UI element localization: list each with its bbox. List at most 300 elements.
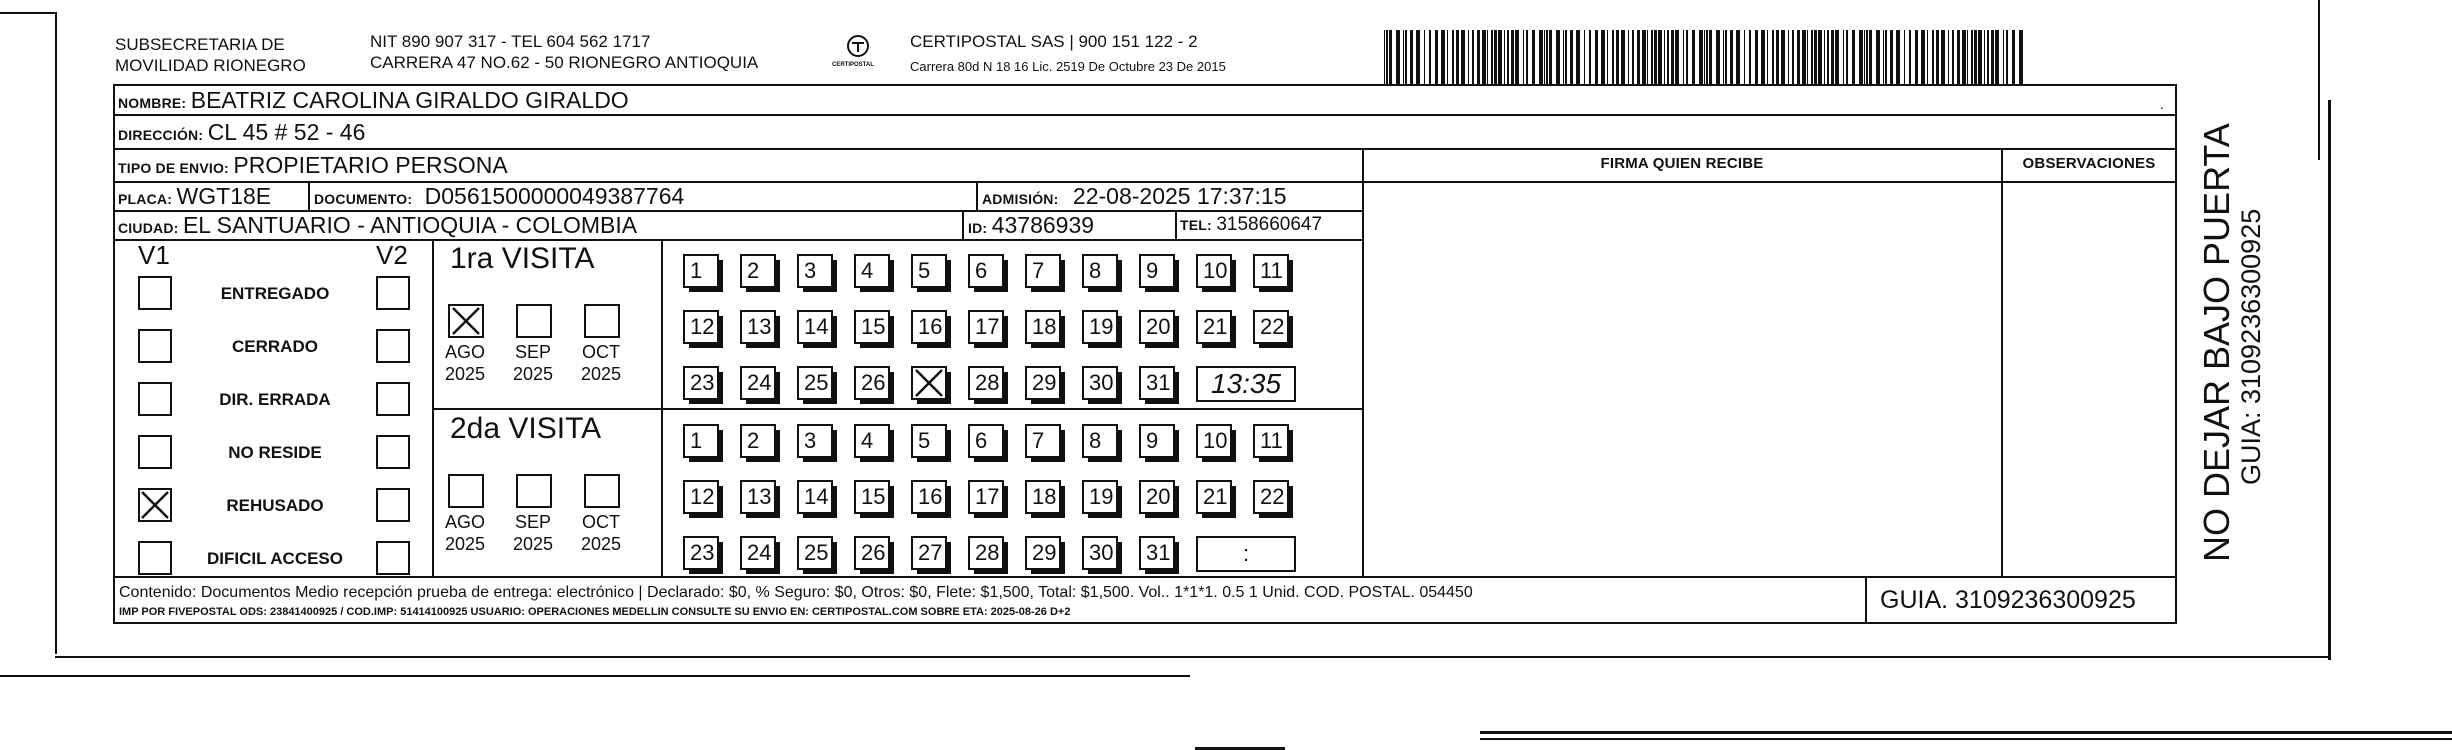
barcode-bar	[1584, 30, 1585, 84]
admision-row	[982, 183, 1287, 213]
barcode-bar	[1869, 30, 1872, 84]
barcode-bar	[1435, 30, 1438, 84]
barcode-bar	[1995, 30, 1999, 84]
tipo-value: PROPIETARIO PERSONA	[233, 152, 508, 178]
barcode-bar	[1967, 30, 1968, 84]
barcode-bar	[1642, 30, 1646, 84]
barcode-bar	[1978, 30, 1982, 84]
day-box[interactable]: 17	[968, 480, 1004, 514]
visit-months-divider	[432, 408, 1362, 410]
barcode-bar	[1781, 30, 1785, 84]
day-box[interactable]: 10	[1196, 424, 1232, 458]
barcode-bar	[1807, 30, 1808, 84]
barcode-bar	[1699, 30, 1703, 84]
form-right-line	[2175, 84, 2177, 624]
month-year: 2025	[512, 534, 554, 554]
obs-left-line	[2001, 148, 2003, 576]
placa-doc-divider	[308, 181, 310, 211]
barcode-bar	[1744, 30, 1745, 84]
barcode-bar	[1725, 30, 1727, 84]
documento-value: D0561500000049387764	[424, 183, 685, 209]
barcode-bar	[1776, 30, 1779, 84]
barcode-bar	[1511, 30, 1514, 84]
barcode-bar	[1686, 30, 1688, 84]
day-box[interactable]: 16	[911, 310, 947, 344]
side-warning: NO DEJAR BAJO PUERTA	[2196, 123, 2237, 562]
barcode-bar	[1539, 30, 1543, 84]
v1-label: V1	[138, 240, 170, 270]
tel-label: TEL:	[1180, 217, 1212, 233]
day-box[interactable]: 27	[911, 536, 947, 570]
month-year: 2025	[444, 364, 486, 384]
day-box[interactable]: 21	[1196, 480, 1232, 514]
v1-checkbox[interactable]	[138, 435, 172, 469]
barcode-bar	[1654, 30, 1657, 84]
barcode-bar	[1755, 30, 1758, 84]
day-box[interactable]: 6	[968, 254, 1004, 288]
day-box[interactable]: 14	[797, 310, 833, 344]
barcode-bar	[1601, 30, 1605, 84]
barcode-bar	[1704, 30, 1705, 84]
tipo-label: TIPO DE ENVIO:	[118, 160, 229, 176]
barcode-bar	[1827, 30, 1829, 84]
barcode-bar	[1549, 30, 1552, 84]
day-box[interactable]: 22	[1253, 480, 1289, 514]
month-label: AGO	[444, 512, 485, 532]
month-label: SEP	[514, 512, 552, 532]
v2-checkbox[interactable]	[376, 382, 410, 416]
visit-title: 2da VISITA	[450, 412, 602, 445]
barcode-bar	[1683, 30, 1684, 84]
barcode-bar	[2006, 30, 2008, 84]
barcode-bar	[1651, 30, 1653, 84]
barcode-bar	[1852, 30, 1855, 84]
doc-admision-divider	[976, 181, 978, 211]
barcode-bar	[1788, 30, 1789, 84]
page-bottom-right-line-2	[1480, 738, 2452, 740]
frame-left-line	[55, 12, 57, 654]
barcode-bar	[1416, 30, 1420, 84]
barcode-bar	[1957, 30, 1960, 84]
barcode-bar	[1730, 30, 1733, 84]
nit-line: NIT 890 907 317 - TEL 604 562 1717	[370, 32, 651, 51]
day-box[interactable]: 19	[1082, 480, 1118, 514]
barcode-bar	[1556, 30, 1560, 84]
day-box[interactable]: 29	[1025, 366, 1061, 400]
barcode-bar	[1814, 30, 1817, 84]
observaciones-label: OBSERVACIONES	[2022, 155, 2156, 172]
barcode-bar	[1767, 30, 1768, 84]
month-checkbox[interactable]	[516, 474, 552, 508]
barcode-bar	[1389, 30, 1392, 84]
barcode-bar	[1941, 30, 1945, 84]
barcode-bar	[1885, 30, 1887, 84]
barcode-bar	[1843, 30, 1844, 84]
barcode-bar	[1523, 30, 1524, 84]
barcode-bar	[1607, 30, 1608, 84]
v2-checkbox[interactable]	[376, 329, 410, 363]
company-line: CERTIPOSTAL SAS | 900 151 122 - 2	[910, 32, 1198, 51]
day-box[interactable]: 1	[683, 254, 719, 288]
month-label: OCT	[582, 342, 620, 362]
placa-value: WGT18E	[176, 183, 272, 209]
day-box[interactable]: 24	[740, 366, 776, 400]
v1-checkbox[interactable]	[138, 382, 172, 416]
nombre-dot: .	[2160, 96, 2164, 112]
day-box[interactable]: 20	[1139, 310, 1175, 344]
day-box[interactable]: 15	[854, 310, 890, 344]
row2-line	[113, 148, 2177, 150]
month-year: 2025	[512, 364, 554, 384]
v2-checkbox[interactable]	[376, 276, 410, 310]
time-value: :	[1242, 541, 1250, 566]
barcode-bar	[1403, 30, 1404, 84]
barcode-bar	[1532, 30, 1535, 84]
nombre-value: BEATRIZ CAROLINA GIRALDO GIRALDO	[190, 87, 629, 113]
barcode-bar	[1386, 30, 1388, 84]
barcode-bar	[1936, 30, 1939, 84]
barcode-bar	[1429, 30, 1431, 84]
barcode-bar	[1802, 30, 1806, 84]
month-label: SEP	[514, 342, 552, 362]
barcode-bar	[1456, 30, 1459, 84]
id-label: ID:	[968, 220, 988, 236]
barcode-bar	[1962, 30, 1966, 84]
barcode-bar	[1984, 30, 1985, 84]
day-box[interactable]: 11	[1253, 254, 1289, 288]
barcode-bar	[1927, 30, 1928, 84]
day-box[interactable]: 25	[797, 366, 833, 400]
time-box[interactable]	[1196, 536, 1296, 572]
placa-row	[118, 183, 271, 213]
barcode-bar	[1716, 30, 1720, 84]
barcode-bar	[1482, 30, 1486, 84]
barcode-bar	[1595, 30, 1598, 84]
barcode-bar	[1921, 30, 1925, 84]
id-row	[968, 212, 1094, 242]
barcode-bar	[1621, 30, 1625, 84]
month-checkbox[interactable]	[584, 304, 620, 338]
barcode-bar	[1896, 30, 1900, 84]
barcode-bar	[1658, 30, 1662, 84]
logo-text: CERTIPOSTAL	[832, 62, 874, 68]
visit-title: 1ra VISITA	[450, 242, 595, 275]
admision-label: ADMISIÓN:	[982, 191, 1059, 207]
barcode-bar	[1675, 30, 1679, 84]
frame-top-left-line	[0, 12, 56, 14]
form-bottom-line	[113, 622, 2177, 624]
day-box[interactable]: 4	[854, 254, 890, 288]
barcode-bar	[1723, 30, 1724, 84]
barcode-bar	[1864, 30, 1865, 84]
barcode-bar	[1424, 30, 1425, 84]
day-box[interactable]: 30	[1082, 366, 1118, 400]
ciudad-row	[118, 212, 637, 242]
barcode-bar	[1637, 30, 1640, 84]
month-checkbox[interactable]	[584, 474, 620, 508]
barcode-bar	[1818, 30, 1822, 84]
barcode-bar	[1952, 30, 1954, 84]
day-box[interactable]: 2	[740, 254, 776, 288]
barcode-bar	[1706, 30, 1708, 84]
month-checkbox[interactable]	[448, 304, 484, 338]
address-line: CARRERA 47 NO.62 - 50 RIONEGRO ANTIOQUIA	[370, 53, 759, 72]
month-label: AGO	[444, 342, 485, 362]
documento-row	[314, 183, 684, 213]
day-box[interactable]: 4	[854, 424, 890, 458]
month-year: 2025	[580, 364, 622, 384]
barcode-bar	[1472, 30, 1474, 84]
day-box[interactable]: 28	[968, 536, 1004, 570]
barcode-bar	[2019, 30, 2023, 84]
ciudad-label: CIUDAD:	[118, 220, 179, 236]
barcode	[1384, 30, 2024, 84]
barcode-bar	[1498, 30, 1502, 84]
tel-value: 3158660647	[1216, 214, 1323, 235]
documento-label: DOCUMENTO:	[314, 191, 413, 207]
v1-checkbox[interactable]	[138, 541, 172, 575]
form-left-line	[113, 84, 115, 624]
barcode-bar	[1526, 30, 1528, 84]
barcode-bar	[1811, 30, 1813, 84]
day-box[interactable]: 7	[1025, 424, 1061, 458]
day-box[interactable]: 30	[1082, 536, 1118, 570]
barcode-bar	[1384, 30, 1385, 84]
barcode-bar	[1761, 30, 1765, 84]
status-label: DIR. ERRADA	[219, 390, 331, 409]
v1-checkbox[interactable]	[138, 329, 172, 363]
day-box[interactable]: 6	[968, 424, 1004, 458]
barcode-bar	[1671, 30, 1674, 84]
day-box[interactable]: 1	[683, 424, 719, 458]
status-label: NO RESIDE	[228, 443, 322, 462]
side-guia: GUIA: 3109236300925	[2236, 208, 2266, 485]
tipo-row	[118, 151, 508, 183]
certipostal-logo-icon	[834, 30, 882, 76]
day-box[interactable]: 17	[968, 310, 1004, 344]
barcode-bar	[1948, 30, 1949, 84]
barcode-bar	[1616, 30, 1619, 84]
day-box[interactable]: 5	[911, 254, 947, 288]
barcode-bar	[1772, 30, 1774, 84]
day-box[interactable]: 29	[1025, 536, 1061, 570]
day-box[interactable]: 26	[854, 536, 890, 570]
time-box[interactable]	[1196, 366, 1296, 402]
footer-line2: IMP POR FIVEPOSTAL ODS: 23841400925 / COD.IMP: 51414100925 USUARIO: OPERACIONES MEDELLIN CONSULTE SU ENVIO EN: CERTIPOSTAL.COM SOBRE ETA: 2025-08-26 D+2	[119, 606, 1071, 618]
barcode-bar	[1749, 30, 1751, 84]
barcode-bar	[1612, 30, 1614, 84]
firma-header-line	[1362, 181, 2177, 183]
v2-checkbox[interactable]	[376, 488, 410, 522]
barcode-bar	[1441, 30, 1445, 84]
license-line: Carrera 80d N 18 16 Lic. 2519 De Octubre 23 De 2015	[910, 59, 1226, 74]
barcode-bar	[1915, 30, 1918, 84]
barcode-bar	[1628, 30, 1629, 84]
day-box[interactable]: 8	[1082, 254, 1118, 288]
barcode-bar	[1883, 30, 1884, 84]
nombre-row	[118, 86, 629, 118]
day-box[interactable]: 31	[1139, 366, 1175, 400]
barcode-bar	[1507, 30, 1509, 84]
frame-bottom-line	[55, 656, 2330, 658]
barcode-bar	[1866, 30, 1868, 84]
entity-line2: MOVILIDAD RIONEGRO	[115, 56, 306, 75]
entity-contact	[370, 31, 758, 73]
barcode-bar	[1664, 30, 1665, 84]
barcode-bar	[1452, 30, 1454, 84]
barcode-bar	[1491, 30, 1493, 84]
barcode-bar	[1859, 30, 1863, 84]
day-box[interactable]: 12	[683, 480, 719, 514]
barcode-bar	[1835, 30, 1839, 84]
v1-checkbox[interactable]	[138, 488, 172, 522]
v1-checkbox[interactable]	[138, 276, 172, 310]
status-label: DIFICIL ACCESO	[206, 549, 343, 568]
footer-guia: GUIA. 3109236300925	[1880, 586, 2136, 614]
barcode-bar	[1932, 30, 1934, 84]
barcode-bar	[1667, 30, 1669, 84]
day-box[interactable]: 23	[683, 366, 719, 400]
check-x-icon	[140, 490, 170, 520]
barcode-bar	[1991, 30, 1994, 84]
barcode-bar	[1494, 30, 1497, 84]
barcode-bar	[1546, 30, 1548, 84]
barcode-bar	[2003, 30, 2004, 84]
status-label: CERRADO	[232, 337, 318, 356]
month-checkbox[interactable]	[448, 474, 484, 508]
footer-line1: Contenido: Documentos Medio recepción prueba de entrega: electrónico | Declarado: $0, % Seguro: $0, Otros: $0, Flete: $1,500, Total: $1,500. Vol.. 1*1*1. 0.5 1 Unid. COD. POSTAL. 054450	[119, 584, 1473, 601]
barcode-bar	[1797, 30, 1800, 84]
day-box[interactable]: 3	[797, 424, 833, 458]
day-box[interactable]: 31	[1139, 536, 1175, 570]
barcode-bar	[1709, 30, 1712, 84]
day-box[interactable]: 14	[797, 480, 833, 514]
id-tel-divider	[1175, 210, 1177, 240]
day-x-icon	[913, 368, 945, 398]
day-box[interactable]: 2	[740, 424, 776, 458]
barcode-bar	[1515, 30, 1519, 84]
barcode-bar	[1461, 30, 1465, 84]
barcode-bar	[1396, 30, 1400, 84]
day-box[interactable]: 9	[1139, 424, 1175, 458]
month-label: OCT	[582, 512, 620, 532]
placa-label: PLACA:	[118, 191, 173, 207]
day-box[interactable]: 18	[1025, 310, 1061, 344]
admision-value: 22-08-2025 17:37:15	[1072, 183, 1287, 209]
firma-label: FIRMA QUIEN RECIBE	[1600, 155, 1764, 172]
barcode-bar	[1987, 30, 1989, 84]
day-box[interactable]: 9	[1139, 254, 1175, 288]
day-box[interactable]: 10	[1196, 254, 1232, 288]
barcode-bar	[2012, 30, 2015, 84]
barcode-bar	[1405, 30, 1407, 84]
day-box[interactable]: 5	[911, 424, 947, 458]
time-value: 13:35	[1210, 368, 1282, 399]
barcode-bar	[1589, 30, 1591, 84]
visit-days-divider	[661, 239, 663, 577]
day-box[interactable]: 26	[854, 366, 890, 400]
barcode-bar	[1410, 30, 1413, 84]
barcode-bar	[1971, 30, 1973, 84]
barcode-bar	[1876, 30, 1880, 84]
day-box[interactable]: 13	[740, 480, 776, 514]
day-box[interactable]: 24	[740, 536, 776, 570]
tel-row	[1180, 212, 1322, 239]
barcode-bar	[1544, 30, 1545, 84]
v2-checkbox[interactable]	[376, 435, 410, 469]
status-label: REHUSADO	[226, 496, 324, 515]
month-checkbox[interactable]	[516, 304, 552, 338]
day-box[interactable]: 3	[797, 254, 833, 288]
barcode-bar	[1576, 30, 1580, 84]
day-box[interactable]: 12	[683, 310, 719, 344]
barcode-bar	[1647, 30, 1648, 84]
day-box[interactable]: 25	[797, 536, 833, 570]
day-box[interactable]: 19	[1082, 310, 1118, 344]
status-label: ENTREGADO	[220, 284, 330, 303]
day-box[interactable]: 23	[683, 536, 719, 570]
barcode-bar	[1563, 30, 1564, 84]
barcode-bar	[1692, 30, 1695, 84]
frame-right-lower-line	[2328, 100, 2331, 660]
day-box[interactable]: 28	[968, 366, 1004, 400]
barcode-bar	[1447, 30, 1448, 84]
frame-right-line	[2318, 0, 2320, 160]
barcode-bar	[1632, 30, 1634, 84]
firma-left-line	[1362, 148, 1364, 576]
entity-line1: SUBSECRETARIA DE	[115, 35, 285, 54]
v2-checkbox[interactable]	[376, 541, 410, 575]
month-year: 2025	[580, 534, 622, 554]
certipostal-logo	[834, 30, 882, 76]
page-bottom-right-line	[1480, 731, 2452, 734]
barcode-bar	[1570, 30, 1573, 84]
ciudad-value: EL SANTUARIO - ANTIOQUIA - COLOMBIA	[182, 212, 638, 238]
direccion-value: CL 45 # 52 - 46	[207, 119, 366, 145]
day-box[interactable]: 20	[1139, 480, 1175, 514]
barcode-bar	[1974, 30, 1977, 84]
barcode-bar	[1477, 30, 1480, 84]
day-box[interactable]	[911, 366, 947, 400]
day-box[interactable]: 21	[1196, 310, 1232, 344]
v2-label: V2	[376, 240, 408, 270]
barcode-bar	[1904, 30, 1905, 84]
day-box[interactable]: 22	[1253, 310, 1289, 344]
barcode-bar	[1736, 30, 1740, 84]
barcode-bar	[1565, 30, 1567, 84]
ciudad-id-divider	[962, 210, 964, 240]
day-box[interactable]: 16	[911, 480, 947, 514]
day-box[interactable]: 8	[1082, 424, 1118, 458]
day-box[interactable]: 18	[1025, 480, 1061, 514]
barcode-bar	[1504, 30, 1505, 84]
footer-top-line	[113, 576, 2177, 578]
day-box[interactable]: 13	[740, 310, 776, 344]
day-box[interactable]: 7	[1025, 254, 1061, 288]
nombre-label: NOMBRE:	[118, 95, 187, 111]
month-year: 2025	[444, 534, 486, 554]
direccion-label: DIRECCIÓN:	[118, 127, 204, 143]
day-box[interactable]: 15	[854, 480, 890, 514]
barcode-bar	[1909, 30, 1911, 84]
id-value: 43786939	[991, 212, 1095, 238]
entity-name	[115, 34, 306, 76]
day-box[interactable]: 11	[1253, 424, 1289, 458]
page-bottom-left-line	[0, 675, 1190, 677]
check-x-icon	[450, 306, 482, 336]
direccion-row	[118, 118, 365, 150]
barcode-bar	[1831, 30, 1834, 84]
